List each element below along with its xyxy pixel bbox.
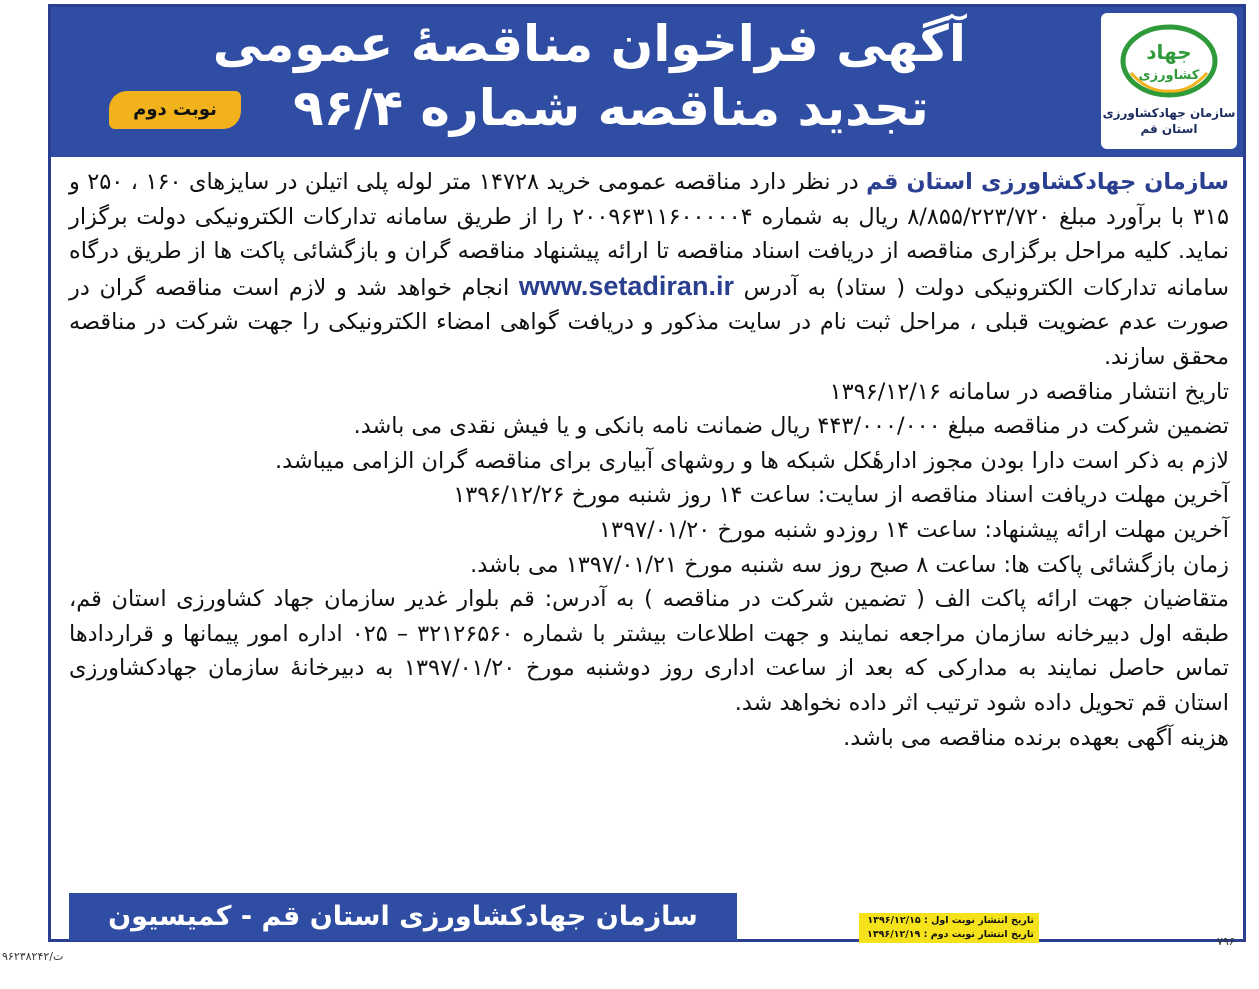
applicants-text: متقاضیان جهت ارائه پاکت الف ( تضمین شرکت در مناقصه ) به آدرس: قم بلوار غدیر سازمان جهاد کشاورزی استان قم، طبقه اول دبیرخانه سازمان مراجعه نمایند و جهت اطلاعات بیشتر با شماره ۳۲۱۲۶۵۶۰ – ۰۲۵ اداره امور پیمانها و قراردادها تماس حاصل نمایند به مدارکی که بعد از ساعت اداری روز دوشنبه مورخ ۱۳۹۷/۰۱/۲۰ به دبیرخانهٔ سازمان جهادکشاورزی استان قم تحویل داده شود ترتیب اثر داده نخواهد شد. (69, 586, 1230, 716)
logo-text-top: جهاد (1146, 40, 1192, 64)
intro-paragraph (69, 165, 1229, 375)
guarantee-text: تضمین شرکت در مناقصه مبلغ ۴۴۳/۰۰۰/۰۰۰ ریال ضمانت نامه بانکی و یا فیش نقدی می باشد. (353, 413, 1229, 440)
announcement-frame (48, 4, 1246, 980)
opening-time: زمان بازگشائی پاکت ها: ساعت ۸ صبح روز سه شنبه مورخ ۱۳۹۷/۰۱/۲۱ می باشد. (470, 551, 1229, 578)
deadline-docs: آخرین مهلت دریافت اسناد مناقصه از سایت: ساعت ۱۴ روز شنبه مورخ ۱۳۹۶/۱۲/۲۶ (453, 482, 1229, 509)
organization-logo (1101, 13, 1237, 149)
setadiran-link[interactable]: www.setadiran.ir (518, 270, 734, 301)
cost-text: هزینه آگهی بعهده برنده مناقصه می باشد. (843, 724, 1229, 751)
title-line-1: آگهی فراخوان مناقصهٔ عمومی (212, 15, 966, 73)
license-text: لازم به ذکر است دارا بودن مجوز ادارهٔکل شبکه ها و روشهای آبیاری برای مناقصه گران الزامی میباشد. (275, 447, 1229, 474)
deadline-offer: آخرین مهلت ارائه پیشنهاد: ساعت ۱۴ روزدو شنبه مورخ ۱۳۹۷/۰۱/۲۰ (599, 516, 1229, 543)
phone-code: ت/۹۶۲۳۸۲۴۲ (2, 950, 64, 963)
organization-name: سازمان جهادکشاورزی استان قم (866, 169, 1230, 195)
ad-code: ۷۹۶ (1217, 935, 1235, 948)
logo-caption (1101, 105, 1237, 137)
publication-dates-box (859, 913, 1039, 943)
footer-org-bar: سازمان جهادکشاورزی استان قم - کمیسیون معاملات (69, 893, 737, 941)
publish-date: تاریخ انتشار مناقصه در سامانه ۱۳۹۶/۱۲/۱۶ (829, 378, 1229, 405)
date-first-round: تاریخ انتشار نوبت اول : ۱۳۹۶/۱۲/۱۵ (867, 915, 1034, 926)
logo-caption-line-1: سازمان جهادکشاورزی (1102, 106, 1236, 120)
intro-tail: انجام خواهد شد و لازم است مناقصه گران در صورت عدم عضویت قبلی ، مراحل ثبت نام در سایت مذکور و دریافت گواهی امضاء الکترونیکی را جهت شرکت در مناقصه محقق سازند. (69, 274, 1229, 370)
logo-text-bottom: کشاورزی (1138, 68, 1200, 83)
wheat-logo-icon (1119, 23, 1219, 99)
header-banner (51, 7, 1243, 157)
announcement-body (69, 165, 1229, 755)
logo-caption-line-2: استان قم (1140, 122, 1198, 136)
date-second-round: تاریخ انتشار نوبت دوم : ۱۳۹۶/۱۲/۱۹ (867, 929, 1034, 940)
title-line-2: تجدید مناقصه شماره ۹۶/۴ (293, 79, 929, 137)
intro-text: در نظر دارد مناقصه عمومی خرید ۱۴۷۲۸ متر لوله پلی اتیلن در سایزهای ۱۶۰ ، ۲۵۰ و ۳۱۵ با برآورد مبلغ ۸/۸۵۵/۲۲۳/۷۲۰ ریال به شماره ۲۰۰۹۶۳۱۱۶۰۰۰۰۰۴ را از طریق سامانه تدارکات الکترونیکی دولت برگزار نماید. کلیه مراحل برگزاری مناقصه از دریافت اسناد مناقصه تا ارائه پیشنهاد مناقصه گران و بازگشائی پاکت ها از طریق درگاه سامانه تدارکات الکترونیکی دولت ( ستاد) به آدرس (69, 169, 1229, 301)
second-round-badge: نوبت دوم (109, 91, 241, 129)
